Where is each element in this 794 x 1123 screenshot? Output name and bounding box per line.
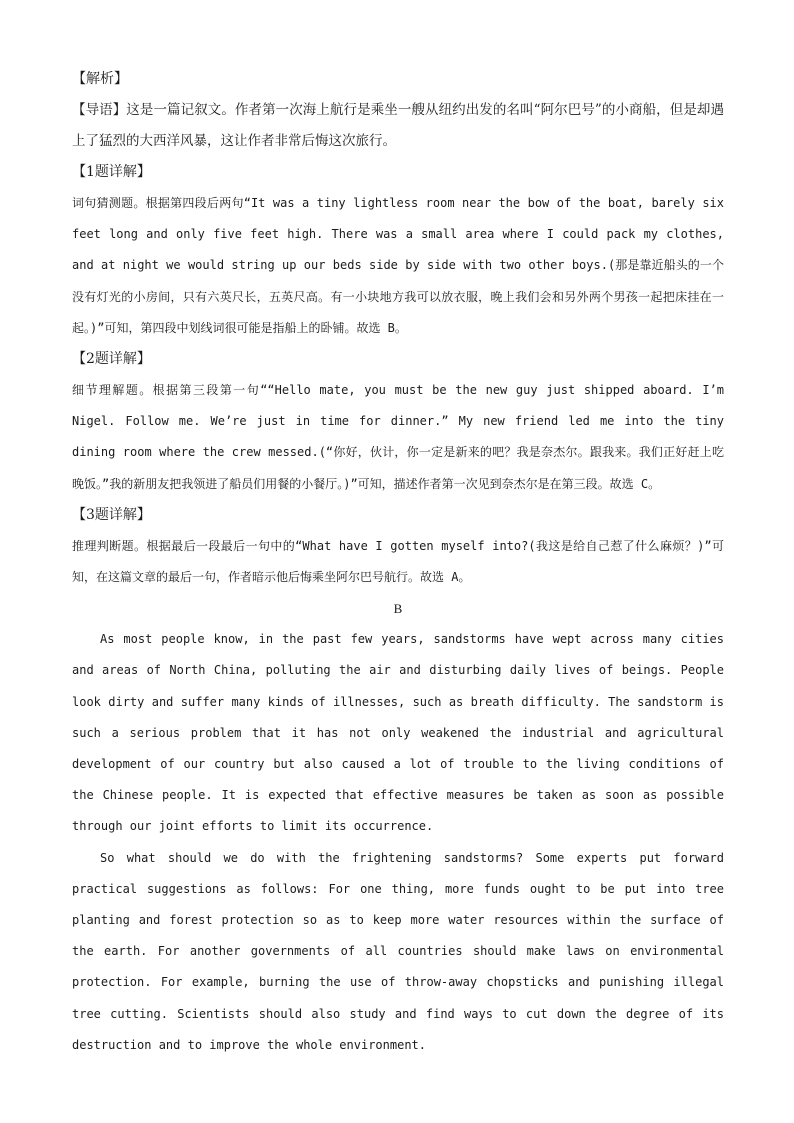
q1-label: 【1题详解】 bbox=[72, 164, 151, 180]
passage-b-paragraph-1: As most people know, in the past few years, sandstorms have wept across many cities and areas of North China, polluting the air and disturbing daily lives of beings. People look dirty and suffer many kinds of illnesses, such as breath difficulty. The sandstorm is such a serious problem that it has not only weakened the industrial and agricultural development of our country but also caused a lot of trouble to the living conditions of the Chinese people. It is expected that effective measures be taken as soon as possible through our joint efforts to limit its occurrence. bbox=[72, 632, 724, 834]
document-page bbox=[72, 64, 724, 1061]
passage-b-letter: B bbox=[393, 601, 403, 617]
q2-explanation: 细节理解题。根据第三段第一句““Hello mate, you must be the new guy just shipped aboard. I’m Nigel. Follow me. We’re just in time for dinner.” My new friend led me into the tiny dining room where the crew messed.(“你好，伙计，你一定是新来的吧？我是奈杰尔。跟我来。我们正好赶上吃晚饭。”我的新朋友把我领进了船员们用餐的小餐厅。)”可知，描述作者第一次见到奈杰尔是在第三段。故选 C。 bbox=[72, 383, 724, 491]
analysis-label: 【解析】 bbox=[72, 71, 128, 87]
q3-explanation: 推理判断题。根据最后一段最后一句中的“What have I gotten myself into?(我这是给自己惹了什么麻烦？)”可知，在这篇文章的最后一句，作者暗示他后悔乘坐阿尔巴号航行。故选 A。 bbox=[72, 538, 724, 585]
q2-label: 【2题详解】 bbox=[72, 351, 151, 368]
q3-label: 【3题详解】 bbox=[72, 506, 151, 523]
passage-b-paragraph-2: So what should we do with the frightening sandstorms? Some experts put forward practical suggestions as follows: For one thing, more funds ought to be put into tree planting and forest protection so as to keep more water resources within the surface of the earth. For another governments of all countries should make laws on environmental protection. For example, burning the use of throw-away chopsticks and punishing illegal tree cutting. Scientists should also study and find ways to cut down the degree of its destruction and to improve the whole environment. bbox=[72, 850, 724, 1052]
q1-explanation: 词句猜测题。根据第四段后两句“It was a tiny lightless room near the bow of the boat, barely six feet long and only five feet high. There was a small area where I could pack my clothes, and at night we would string up our beds side by side with two other boys.(那是靠近船头的一个没有灯光的小房间，只有六英尺长，五英尺高。有一小块地方我可以放衣服，晚上我们会和另外两个男孩一起把床挂在一起。)”可知，第四段中划线词很可能是指船上的卧铺。故选 B。 bbox=[72, 196, 724, 335]
intro-paragraph: 【导语】这是一篇记叙文。作者第一次海上航行是乘坐一艘从纽约出发的名叫“阿尔巴号”的小商船，但是却遇上了猛烈的大西洋风暴，这让作者非常后悔这次旅行。 bbox=[72, 102, 724, 149]
